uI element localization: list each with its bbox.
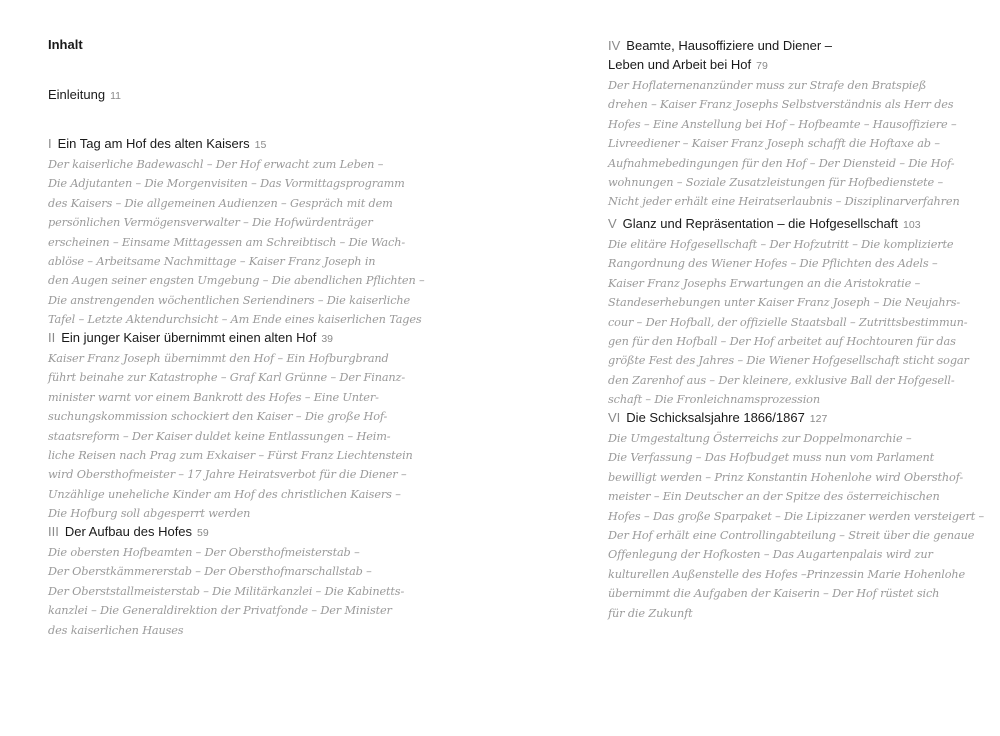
chapter-title-line-2: Leben und Arbeit bei Hof — [608, 57, 752, 72]
summary-line: Tafel – Letzte Aktendurchsicht – Am Ende eines kaiserlichen Tages — [48, 313, 422, 327]
summary-line: Die Umgestaltung Österreichs zur Doppelmonarchie – — [608, 432, 912, 445]
entry-title: Einleitung — [48, 87, 106, 102]
summary-line: schaft – Die Fronleichnamsprozession — [608, 393, 820, 407]
summary-line: Der kaiserliche Badewaschl – Der Hof erwacht zum Leben – — [48, 158, 384, 171]
page-number: 103 — [903, 219, 921, 231]
chapter-numeral: III — [48, 524, 59, 539]
summary-line: übernimmt die Aufgaben der Kaiserin – Der Hof rüstet sich — [608, 587, 940, 601]
summary-line: des kaiserlichen Hauses — [48, 623, 184, 637]
summary-line: Der Oberstkämmererstab – Der Obersthofmarschallstab – — [48, 565, 372, 579]
chapter-heading[interactable] — [48, 522, 404, 543]
summary-line: ablöse – Arbeitsame Nachmittage – Kaiser Franz Joseph in — [48, 255, 376, 269]
summary-line: größte Fest des Jahres – Die Wiener Hofgesellschaft sticht sogar — [608, 354, 969, 368]
chapter-summary — [48, 543, 404, 640]
page-number: 79 — [756, 60, 768, 72]
chapter-summary — [608, 429, 984, 623]
summary-line: Die obersten Hofbeamten – Der Obersthofmeisterstab – — [48, 546, 360, 559]
summary-line: wohnungen – Soziale Zusatzleistungen für Hofbedienstete – — [608, 176, 944, 190]
chapter-summary — [608, 76, 960, 212]
summary-line: Die Adjutanten – Die Morgenvisiten – Das Vormittagsprogramm — [48, 177, 405, 191]
summary-line: Der Hoflaternenanzünder muss zur Strafe den Bratspieß — [608, 79, 927, 92]
summary-line: Die anstrengenden wöchentlichen Seriendiners – Die kaiserliche — [48, 293, 411, 307]
summary-line: für die Zukunft — [608, 606, 693, 620]
summary-line: den Zarenhof aus – Der kleinere, exklusive Ball der Hofgesell- — [608, 373, 955, 387]
chapter-heading[interactable] — [608, 214, 969, 235]
toc-chapter-6 — [608, 408, 984, 623]
summary-line: den Augen seiner engsten Umgebung – Die abendlichen Pflichten – — [48, 274, 425, 288]
chapter-heading[interactable] — [608, 36, 960, 76]
toc-chapter-2 — [48, 328, 413, 524]
summary-line: minister warnt vor einem Bankrott des Hofes – Eine Unter- — [48, 390, 379, 404]
summary-line: Nicht jeder erhält eine Heiratserlaubnis – Disziplinarverfahren — [608, 195, 960, 209]
summary-line: persönlichen Vermögensverwalter – Die Hofwürdenträger — [48, 216, 373, 230]
summary-line: suchungskommission schockiert den Kaiser – Die große Hof- — [48, 410, 388, 424]
toc-chapter-1 — [48, 134, 425, 330]
toc-title: Inhalt — [48, 37, 83, 52]
summary-line: kanzlei – Die Generaldirektion der Privatfonde – Der Minister — [48, 604, 392, 618]
toc-chapter-5 — [608, 214, 969, 410]
summary-line: Kaiser Franz Joseph übernimmt den Hof – Ein Hofburgbrand — [48, 352, 389, 365]
summary-line: Hofes – Eine Anstellung bei Hof – Hofbeamte – Hausoffiziere – — [608, 117, 957, 131]
summary-line: Livreediener – Kaiser Franz Joseph schafft die Hoftaxe ab – — [608, 137, 940, 151]
summary-line: meister – Ein Deutscher an der Spitze des österreichischen — [608, 490, 940, 504]
toc-entry-introduction[interactable] — [48, 87, 121, 102]
summary-line: führt beinahe zur Katastrophe – Graf Karl Grünne – Der Finanz- — [48, 371, 406, 385]
summary-line: Der Hof erhält eine Controllingabteilung – Streit über die genaue — [608, 529, 975, 543]
page-number: 127 — [809, 413, 828, 425]
chapter-numeral: I — [48, 136, 52, 151]
page-number: 11 — [110, 90, 122, 102]
page-number: 15 — [254, 139, 267, 151]
summary-line: Offenlegung der Hofkosten – Das Augartenpalais wird zur — [608, 548, 933, 562]
summary-line: Rangordnung des Wiener Hofes – Die Pflichten des Adels – — [608, 257, 938, 271]
summary-line: bewilligt werden – Prinz Konstantin Hohenlohe wird Obersthof- — [608, 470, 963, 484]
summary-line: Die Verfassung – Das Hofbudget muss nun vom Parlament — [608, 451, 934, 465]
chapter-numeral: VI — [608, 410, 621, 425]
summary-line: des Kaisers – Die allgemeinen Audienzen – Gespräch mit dem — [48, 196, 393, 210]
summary-line: Hofes – Das große Sparpaket – Die Lipizzaner werden versteigert – — [608, 509, 985, 523]
chapter-title: Der Aufbau des Hofes — [64, 524, 193, 539]
chapter-title-line-1: Beamte, Hausoffiziere und Diener – — [626, 38, 833, 53]
summary-line: Der Oberststallmeisterstab – Die Militärkanzlei – Die Kabinetts- — [48, 584, 405, 598]
summary-line: staatsreform – Der Kaiser duldet keine Entlassungen – Heim- — [48, 429, 391, 443]
toc-chapter-4 — [608, 36, 960, 212]
chapter-heading[interactable] — [48, 328, 413, 349]
summary-line: gen für den Hofball – Der Hof arbeitet auf Hochtouren für das — [608, 335, 956, 349]
chapter-title: Ein Tag am Hof des alten Kaisers — [57, 136, 250, 151]
chapter-heading[interactable] — [608, 408, 984, 429]
chapter-numeral: II — [48, 330, 56, 345]
toc-chapter-3 — [48, 522, 404, 640]
chapter-summary — [48, 349, 413, 524]
summary-line: Standeserhebungen unter Kaiser Franz Joseph – Die Neujahrs- — [608, 296, 961, 310]
summary-line: erscheinen – Einsame Mittagessen am Schreibtisch – Die Wach- — [48, 235, 405, 249]
chapter-heading[interactable] — [48, 134, 425, 155]
summary-line: liche Reisen nach Prag zum Exkaiser – Fürst Franz Liechtenstein — [48, 449, 413, 463]
chapter-numeral: V — [608, 216, 617, 231]
page-number: 59 — [197, 527, 209, 539]
summary-line: cour – Der Hofball, der offizielle Staatsball – Zutrittsbestimmun- — [608, 315, 968, 329]
summary-line: Unzählige uneheliche Kinder am Hof des christlichen Kaisers – — [48, 487, 401, 501]
summary-line: kulturellen Außenstelle des Hofes –Prinzessin Marie Hohenlohe — [608, 567, 966, 581]
summary-line: Aufnahmebedingungen für den Hof – Der Diensteid – Die Hof- — [608, 156, 955, 170]
chapter-title: Die Schicksalsjahre 1866/1867 — [626, 410, 805, 425]
summary-line: Die elitäre Hofgesellschaft – Der Hofzutritt – Die komplizierte — [608, 238, 954, 251]
chapter-title: Ein junger Kaiser übernimmt einen alten Hof — [61, 330, 317, 345]
chapter-summary — [48, 155, 425, 330]
summary-line: Kaiser Franz Josephs Erwartungen an die Aristokratie – — [608, 276, 921, 290]
chapter-numeral: IV — [608, 38, 621, 53]
summary-line: drehen – Kaiser Franz Josephs Selbstverständnis als Herr des — [608, 98, 954, 112]
chapter-summary — [608, 235, 969, 410]
chapter-title: Glanz und Repräsentation – die Hofgesellschaft — [622, 216, 899, 231]
summary-line: Die Hofburg soll abgesperrt werden — [48, 507, 251, 521]
page-number: 39 — [321, 333, 334, 345]
summary-line: wird Obersthofmeister – 17 Jahre Heiratsverbot für die Diener – — [48, 468, 407, 482]
